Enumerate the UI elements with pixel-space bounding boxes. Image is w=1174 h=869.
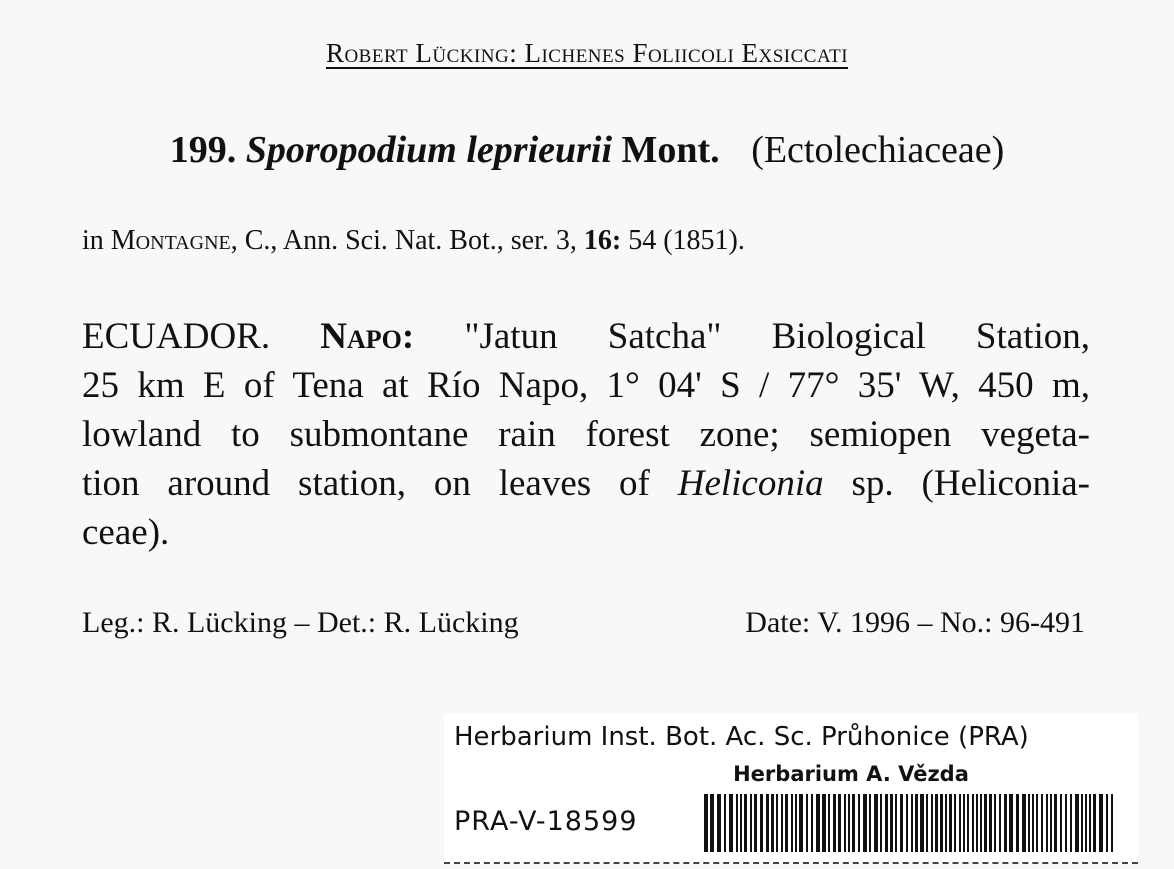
sticker-dashed-border [444,862,1138,864]
citation-prefix: in [82,225,111,256]
citation-source: , C., Ann. Sci. Nat. Bot., ser. 3, [230,225,584,256]
exsiccata-number: 199. [169,129,237,171]
species-heading [0,128,1174,172]
locality-country: ECUADOR. [82,316,271,357]
citation-volume: 16: [583,225,622,256]
citation-author: Montagne [110,225,231,256]
series-title [0,38,1174,69]
locality-province: Napo: [320,316,415,357]
collector-determiner: Leg.: R. Lücking – Det.: R. Lücking [82,606,519,639]
herbarium-institution: Herbarium Inst. Bot. Ac. Sc. Průhonice (PRA) [454,722,1029,752]
date-number: Date: V. 1996 – No.: 96-491 [745,606,1085,639]
locality-substrate: tion around station, on leaves of [82,463,678,504]
locality-line-4 [82,459,1090,508]
series-title-text: Robert Lücking: Lichenes Foliicoli Exsiccati [325,38,849,68]
specimen-id: PRA-V-18599 [454,806,638,837]
locality-line-3: lowland to submontane rain forest zone; semiopen vegeta- [82,414,1090,455]
locality-line-2: 25 km E of Tena at Río Napo, 1° 04' S / 77° 35' W, 450 m, [82,365,1090,406]
locality-host-genus: Heliconia [677,463,824,504]
citation-pages-year: 54 (1851). [621,225,745,256]
species-family: (Ectolechiaceae) [751,129,1005,171]
species-author: Mont. [621,129,720,171]
citation [82,225,745,257]
locality-line-5: ceae). [82,512,170,553]
herbarium-collection: Herbarium A. Vězda [733,762,969,786]
barcode-image [702,794,1116,852]
locality-host-family: sp. (Heliconia- [823,463,1091,504]
locality-line-1 [82,312,1090,361]
locality-station: "Jatun Satcha" Biological Station, [464,316,1091,357]
locality-block [82,312,1090,557]
species-binomial: Sporopodium leprieurii [245,129,613,171]
herbarium-sticker [444,714,1138,864]
